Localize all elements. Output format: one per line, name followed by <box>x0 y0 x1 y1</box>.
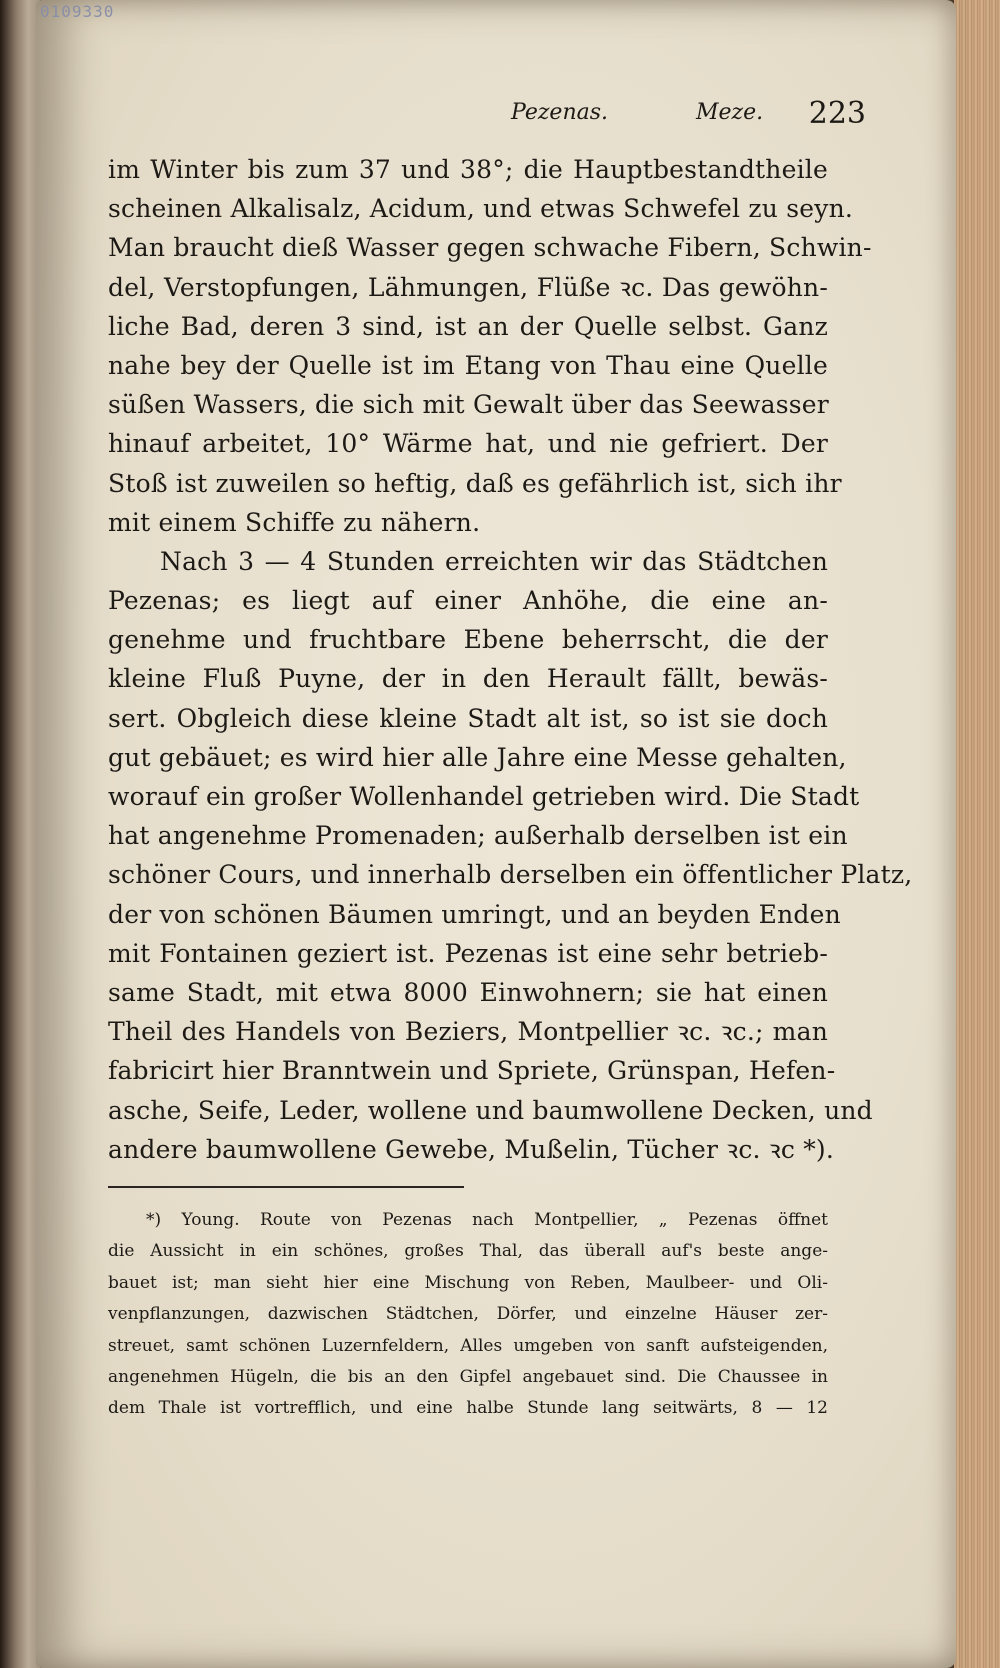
text-line: schöner Cours, und innerhalb derselben ein öffentlicher Platz, <box>108 860 913 890</box>
footnote-line: dem Thale ist vortrefflich, und eine halbe Stunde lang seitwärts, 8 — 12 <box>108 1398 828 1419</box>
library-stamp-number: 0109330 <box>40 2 115 21</box>
text-line: mit einem Schiffe zu nähern. <box>108 507 481 537</box>
text-line: mit Fontainen geziert ist. Pezenas ist eine sehr betrieb- <box>108 938 828 968</box>
text-line: Pezenas; es liegt auf einer Anhöhe, die eine an- <box>108 586 828 616</box>
text-line: scheinen Alkalisalz, Acidum, und etwas Schwefel zu seyn. <box>108 194 854 224</box>
text-line: andere baumwollene Gewebe, Mußelin, Tücher ꝛc. ꝛc *). <box>108 1134 835 1164</box>
text-line: hinauf arbeitet, 10° Wärme hat, und nie gefriert. Der <box>108 429 828 459</box>
text-line: Stoß ist zuweilen so heftig, daß es gefährlich ist, sich ihr <box>108 468 842 498</box>
text-line: liche Bad, deren 3 sind, ist an der Quelle selbst. Ganz <box>108 311 828 341</box>
text-line: fabricirt hier Branntwein und Spriete, Grünspan, Hefen- <box>108 1056 836 1086</box>
page-stack-edge <box>954 0 1000 1668</box>
footnote-line: angenehmen Hügeln, die bis an den Gipfel angebauet sind. Die Chaussee in <box>108 1366 828 1387</box>
paragraph-start-line: Nach 3 — 4 Stunden erreichten wir das Städtchen <box>160 546 828 576</box>
text-line: der von schönen Bäumen umringt, und an beyden Enden <box>108 899 841 929</box>
text-line: nahe bey der Quelle ist im Etang von Thau eine Quelle <box>108 350 828 380</box>
text-line: asche, Seife, Leder, wollene und baumwollene Decken, und <box>108 1095 873 1125</box>
footnote <box>108 1205 828 1425</box>
text-line: genehme und fruchtbare Ebene beherrscht, die der <box>108 625 828 655</box>
header-place-right: Meze. <box>696 100 764 125</box>
header-place-left: Pezenas. <box>511 100 609 125</box>
text-line: worauf ein großer Wollenhandel getrieben wird. Die Stadt <box>108 782 860 811</box>
book-spine-edge <box>0 0 40 1668</box>
text-line: im Winter bis zum 37 und 38°; die Hauptbestandtheile <box>108 155 828 184</box>
text-line: same Stadt, mit etwa 8000 Einwohnern; sie hat einen <box>108 977 828 1007</box>
text-line: hat angenehme Promenaden; außerhalb derselben ist ein <box>108 821 848 851</box>
footnote-line: venpflanzungen, dazwischen Städtchen, Dörfer, und einzelne Häuser zer- <box>108 1304 828 1325</box>
running-header <box>511 96 866 136</box>
footnote-line: bauet ist; man sieht hier eine Mischung von Reben, Maulbeer- und Oli- <box>108 1272 828 1293</box>
text-line: süßen Wassers, die sich mit Gewalt über das Seewasser <box>108 390 829 420</box>
page-number: 223 <box>808 96 866 131</box>
text-line: Theil des Handels von Beziers, Montpellier ꝛc. ꝛc.; man <box>108 1017 828 1047</box>
footnote-divider <box>108 1186 464 1188</box>
footnote-line: die Aussicht in ein schönes, großes Thal, das überall auf's beste ange- <box>108 1241 828 1262</box>
footnote-line: *) Young. Route von Pezenas nach Montpellier, „ Pezenas öffnet <box>146 1210 828 1230</box>
body-text <box>108 150 913 1169</box>
text-line: kleine Fluß Puyne, der in den Herault fällt, bewäs- <box>108 664 828 694</box>
text-line: del, Verstopfungen, Lähmungen, Flüße ꝛc. Das gewöhn- <box>108 272 828 302</box>
text-line: sert. Obgleich diese kleine Stadt alt ist, so ist sie doch <box>108 703 828 733</box>
footnote-line: streuet, samt schönen Luzernfeldern, Alles umgeben von sanft aufsteigenden, <box>108 1335 828 1356</box>
text-line: gut gebäuet; es wird hier alle Jahre eine Messe gehalten, <box>108 742 847 772</box>
text-line: Man braucht dieß Wasser gegen schwache Fibern, Schwin- <box>108 233 872 263</box>
